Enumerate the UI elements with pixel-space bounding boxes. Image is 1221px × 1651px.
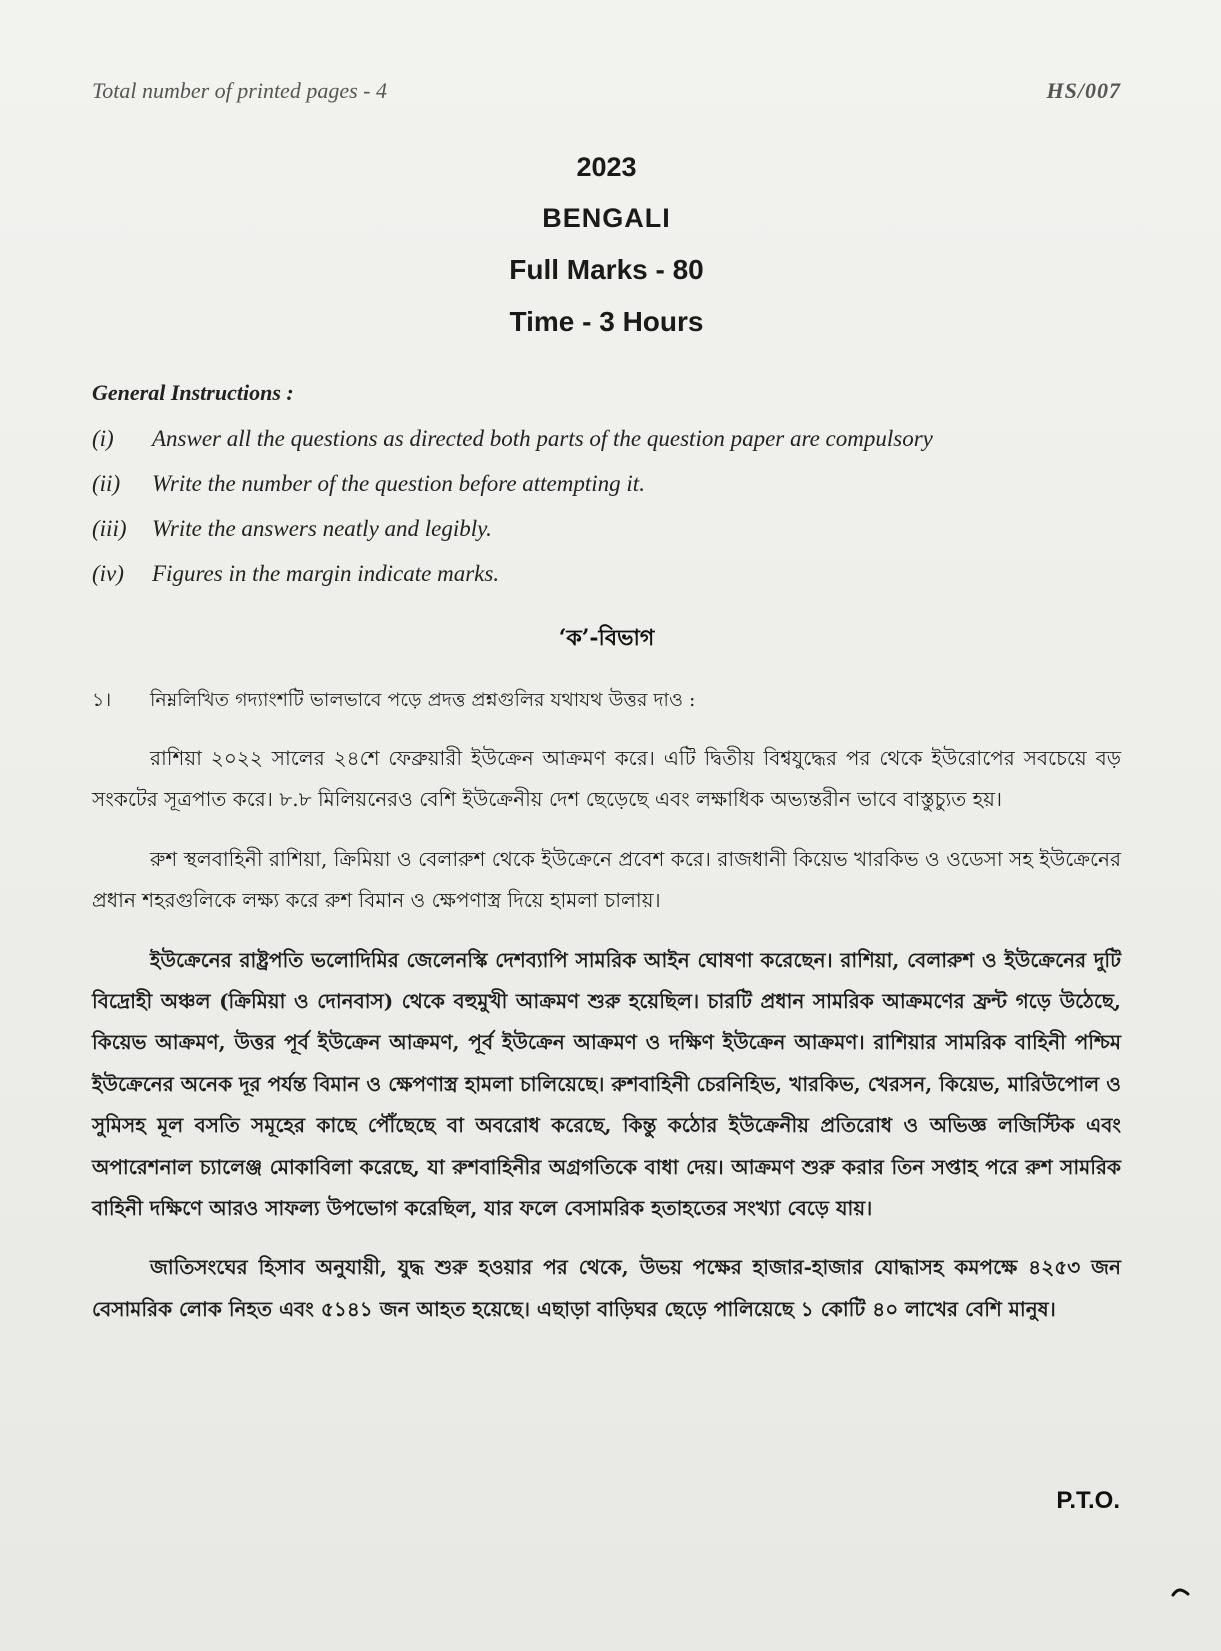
passage-paragraph: রাশিয়া ২০২২ সালের ২৪শে ফেব্রুয়ারী ইউক্রেন আক্রমণ করে। এটি দ্বিতীয় বিশ্বযুদ্ধের পর থেকে ইউরোপের সবচেয়ে বড় সংকটের সূত্রপাত করে। ৮.৮ মিলিয়নেরও বেশি ইউক্রেনীয় দেশ ছেড়েছে এবং লক্ষাধিক অভ্যন্তরীন ভাবে বাস্তুচ্যুত হয়। (92, 746, 1121, 812)
instruction-number: (ii) (92, 471, 121, 496)
passage-paragraph: ইউক্রেনের রাষ্ট্রপতি ভলোদিমির জেলেনস্কি দেশব্যাপি সামরিক আইন ঘোষণা করেছেন। রাশিয়া, বেলারুশ ও ইউক্রেনের দুটি বিদ্রোহী অঞ্চল (ক্রিমিয়া ও দোনবাস) থেকে বহুমুখী আক্রমণ শুরু হয়েছিল। চারটি প্রধান সামরিক আক্রমণের ফ্রন্ট গড়ে উঠেছে, কিয়েভ আক্রমণ, উত্তর পূর্ব ইউক্রেন আক্রমণ, পূর্ব ইউক্রেন আক্রমণ ও দক্ষিণ ইউক্রেন আক্রমণ। রাশিয়ার সামরিক বাহিনী পশ্চিম ইউক্রেনের অনেক দূর পর্যন্ত বিমান ও ক্ষেপণাস্ত্র হামলা চালিয়েছে। রুশবাহিনী চেরনিহিভ, খারকিভ, খেরসন, কিয়েভ, মারিউপোল ও সুমিসহ মূল বসতি সমূহের কাছে পৌঁছেছে বা অবরোধ করেছে, কিন্তু কঠোর ইউক্রেনীয় প্রতিরোধ ও অভিজ্ঞ লজিস্টিক এবং অপারেশনাল চ্যালেঞ্জ মোকাবিলা করেছে, যা রুশবাহিনীর অগ্রগতিকে বাধা দেয়। আক্রমণ শুরু করার তিন সপ্তাহ পরে রুশ সামরিক বাহিনী দক্ষিণে আরও সাফল্য উপভোগ করেছিল, যার ফলে বেসামরিক হতাহতের সংখ্যা বেড়ে যায়। (92, 947, 1121, 1220)
instruction-item (92, 426, 1121, 452)
instruction-item (92, 516, 1121, 542)
passage-paragraph: জাতিসংঘের হিসাব অনুযায়ী, যুদ্ধ শুরু হওয়ার পর থেকে, উভয় পক্ষের হাজার-হাজার যোদ্ধাসহ কমপক্ষে ৪২৫৩ জন বেসামরিক লোক নিহত এবং ৫১৪১ জন আহত হয়েছে। এছাড়া বাড়িঘর ছেড়ে পালিয়েছে ১ কোটি ৪০ লাখের বেশি মানুষ। (92, 1255, 1121, 1321)
subject-title: BENGALI (542, 203, 671, 233)
instruction-number: (iv) (92, 561, 124, 586)
full-marks: Full Marks - 80 (509, 254, 704, 285)
instruction-item (92, 471, 1121, 497)
page-header (92, 78, 1121, 104)
printed-pages-note: Total number of printed pages - 4 (92, 78, 387, 103)
title-block (92, 152, 1121, 338)
instruction-number: (i) (92, 426, 114, 451)
question-1 (92, 686, 1121, 718)
exam-year: 2023 (576, 152, 637, 182)
pto-label: P.T.O. (1056, 1487, 1120, 1514)
instruction-text: Write the answers neatly and legibly. (152, 516, 492, 541)
exam-time: Time - 3 Hours (509, 306, 704, 337)
passage-paragraph: রুশ স্থলবাহিনী রাশিয়া, ক্রিমিয়া ও বেলারুশ থেকে ইউক্রেনে প্রবেশ করে। রাজধানী কিয়েভ খারকিভ ও ওডেসা সহ ইউক্রেনের প্রধান শহরগুলিকে লক্ষ্য করে রুশ বিমান ও ক্ষেপণাস্ত্র দিয়ে হামলা চালায়। (92, 846, 1121, 913)
general-instructions (92, 380, 1121, 587)
instruction-item (92, 561, 1121, 587)
question-number: ১। (92, 689, 112, 711)
instruction-number: (iii) (92, 516, 127, 541)
instruction-text: Answer all the questions as directed both parts of the question paper are compulsory (152, 426, 933, 451)
section-title: ‘ক’-বিভাগ (558, 625, 655, 651)
instructions-title: General Instructions : (92, 380, 294, 405)
question-prompt: নিম্নলিখিত গদ্যাংশটি ভালভাবে পড়ে প্রদত্ত প্রশ্নগুলির যথাযথ উত্তর দাও : (150, 689, 696, 711)
page-corner-mark-icon (1170, 1581, 1192, 1603)
reading-passage (92, 738, 1121, 1330)
instruction-text: Figures in the margin indicate marks. (152, 561, 500, 586)
paper-code: HS/007 (1046, 78, 1121, 103)
instruction-text: Write the number of the question before attempting it. (152, 471, 645, 496)
